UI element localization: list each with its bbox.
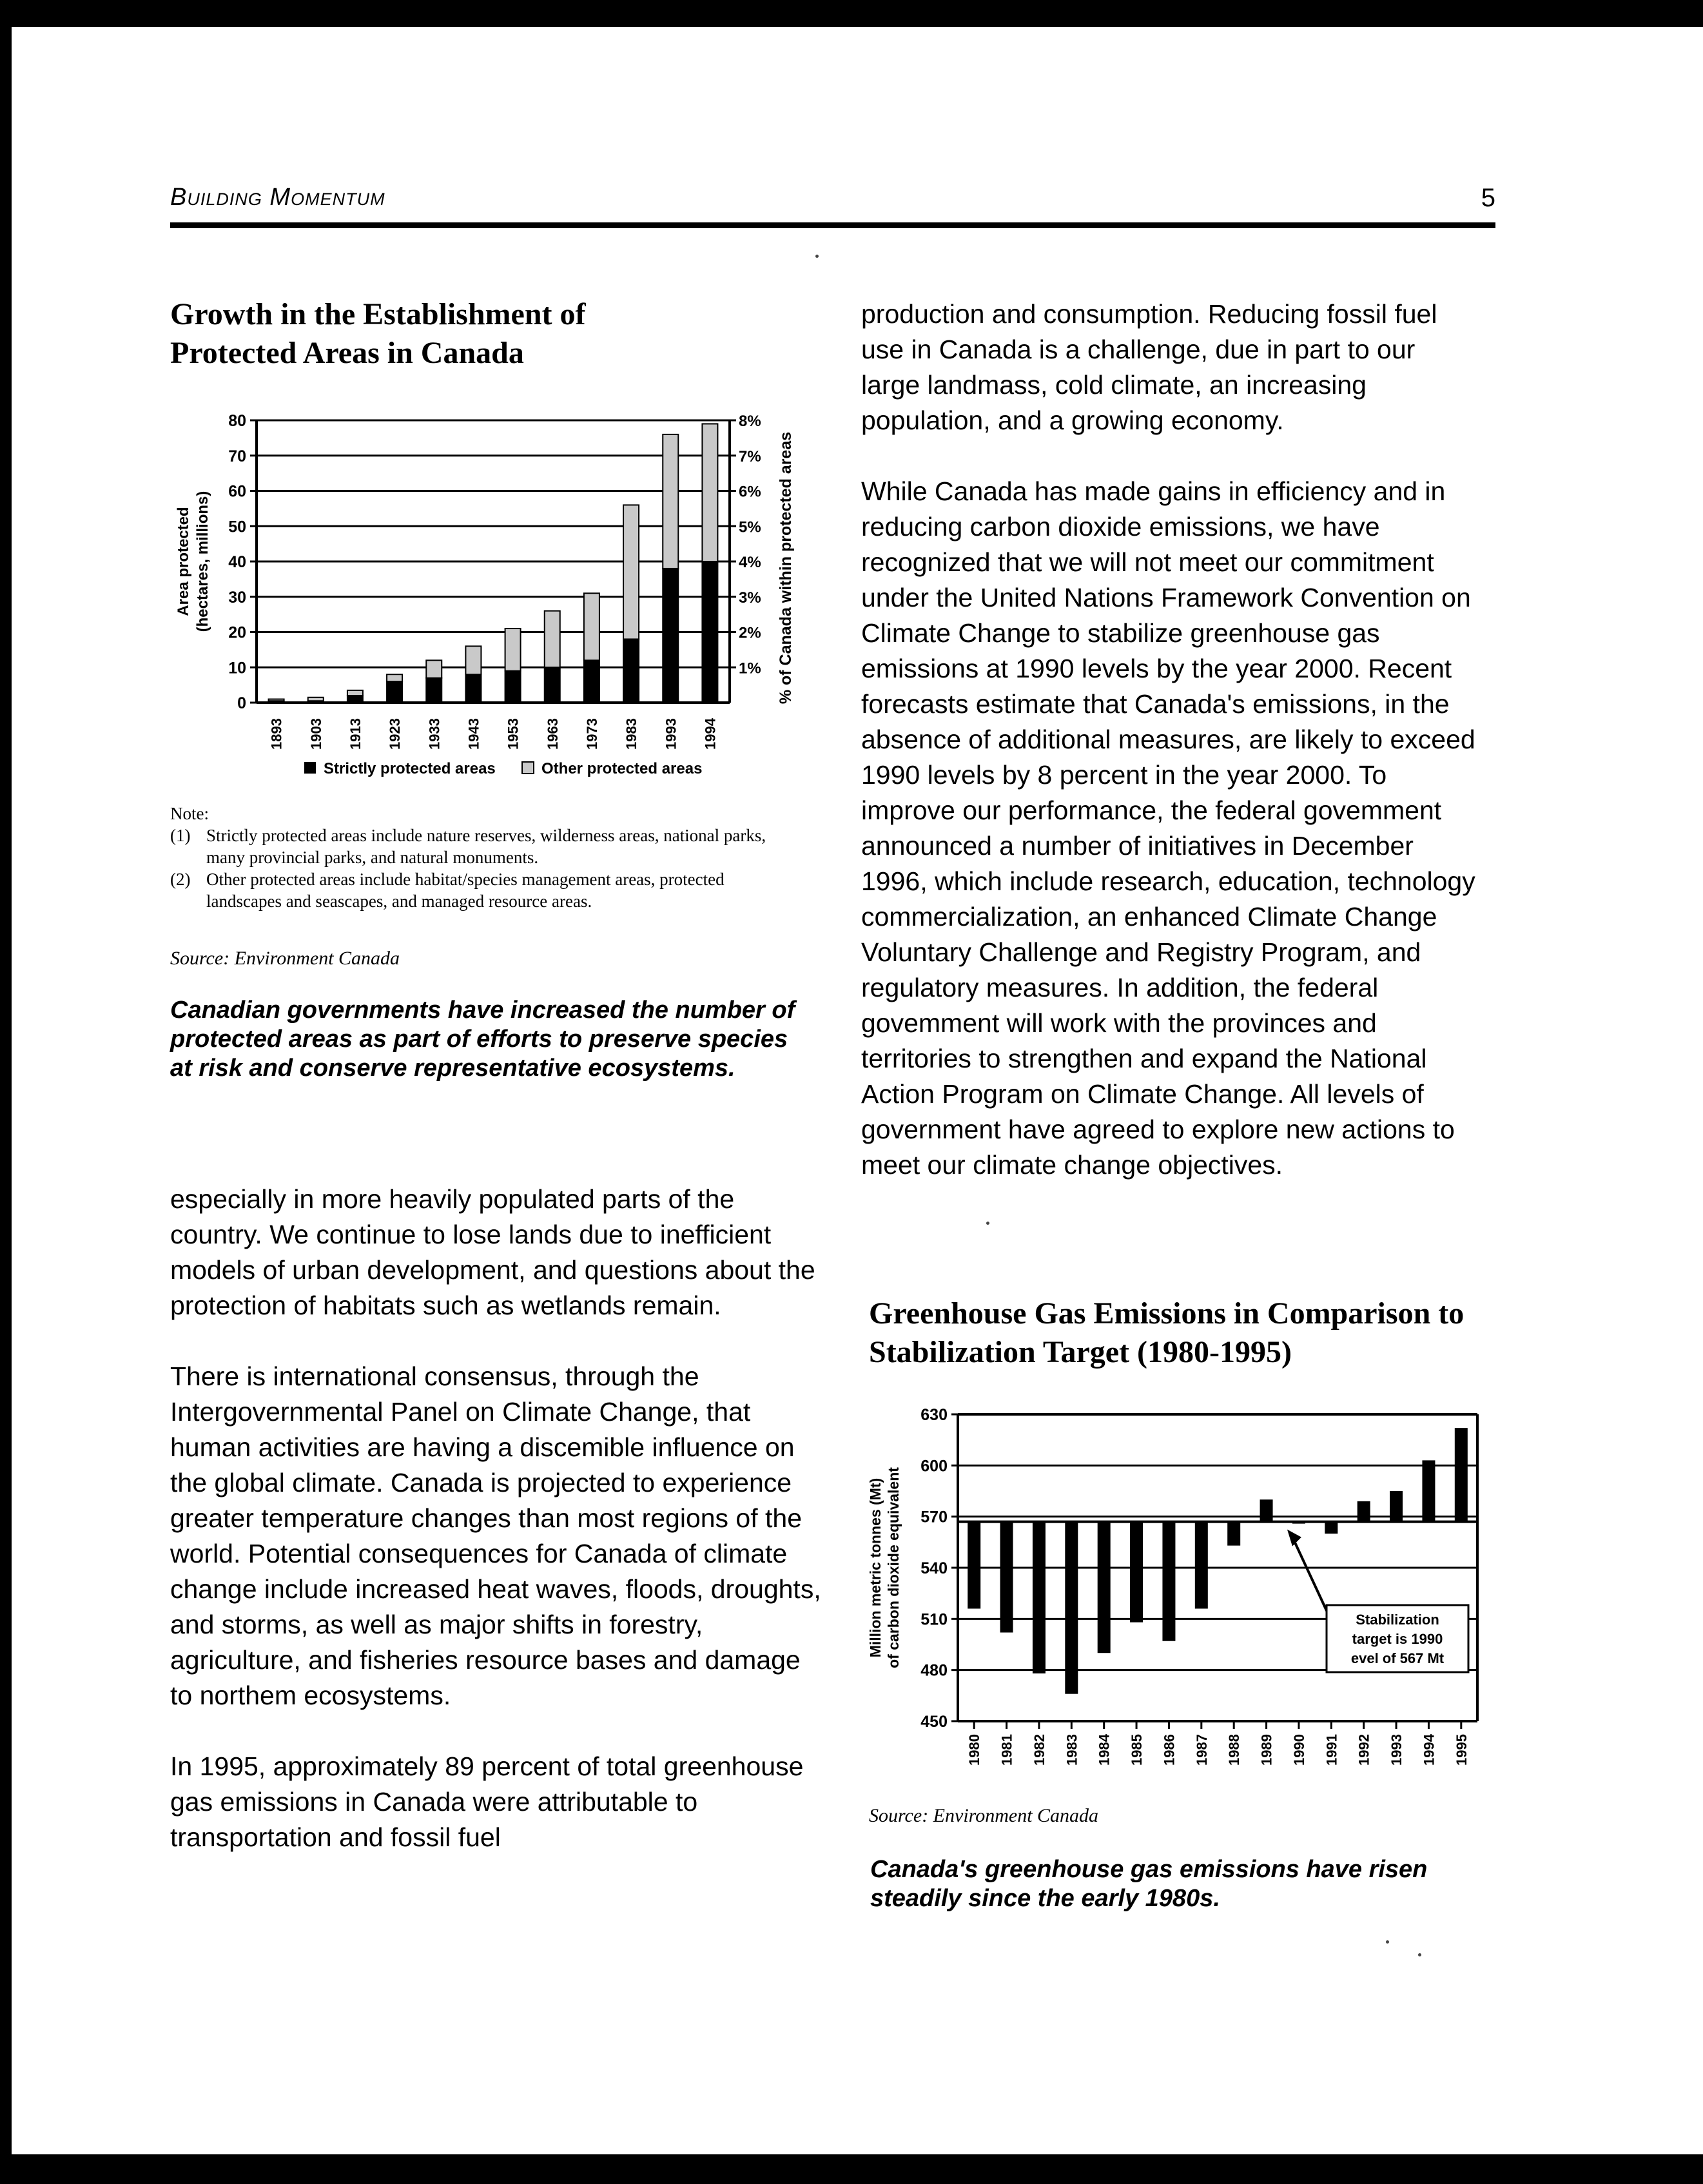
x-tick-label: 1993 (663, 718, 679, 750)
bar-strictly-protected (465, 674, 481, 703)
scan-border-left (0, 0, 12, 2184)
y-tick-label: 30 (228, 588, 246, 607)
emissions-bar (1227, 1522, 1240, 1546)
y-tick-label: 570 (920, 1508, 948, 1526)
x-tick-label: 1953 (505, 718, 521, 750)
x-tick-label: 1989 (1258, 1734, 1275, 1766)
annotation-text: target is 1990 (1352, 1631, 1443, 1647)
x-tick-label: 1933 (426, 718, 443, 750)
page-number: 5 (1481, 184, 1495, 212)
note-item (170, 868, 776, 912)
bar-other-protected (663, 434, 678, 569)
x-tick-label: 1995 (1453, 1734, 1470, 1766)
chart2-title: Greenhouse Gas Emissions in Comparison to Stabilization Target (1980-1995) (869, 1296, 1465, 1369)
chart1-source: Source: Environment Canada (170, 948, 400, 969)
emissions-bar (1260, 1499, 1273, 1521)
x-tick-label: 1994 (702, 718, 719, 750)
x-tick-label: 1983 (623, 718, 640, 750)
y-axis-title: Area protected (175, 507, 192, 616)
y-tick-label: 0 (237, 694, 246, 712)
annotation-text: evel of 567 Mt (1350, 1650, 1445, 1666)
y-tick-label: 10 (228, 659, 246, 678)
paragraph: especially in more heavily populated parts of the country. We continue to lose lands due to inefficient models of urban development, and questions about the protection of habitats such as wetlands remain. (170, 1184, 815, 1320)
x-tick-label: 1991 (1323, 1734, 1340, 1766)
x-tick-label: 1980 (966, 1734, 983, 1766)
ghg-emissions-chart (864, 1405, 1483, 1779)
y-tick-label: 540 (920, 1559, 948, 1577)
x-tick-label: 1994 (1421, 1734, 1437, 1766)
emissions-bar (968, 1522, 980, 1609)
x-tick-label: 1981 (998, 1734, 1015, 1766)
emissions-bar (1162, 1522, 1175, 1641)
legend-label: Other protected areas (541, 760, 703, 777)
y2-axis-title: % of Canada within protected areas (777, 431, 795, 705)
y-tick-label: 80 (228, 413, 246, 430)
note-item (170, 824, 776, 868)
y-tick-label: 50 (228, 518, 246, 536)
bar-other-protected (426, 660, 442, 678)
bar-strictly-protected (663, 569, 678, 703)
bar-other-protected (387, 674, 402, 681)
scan-speck (986, 1222, 989, 1225)
bar-strictly-protected (426, 678, 442, 703)
bar-strictly-protected (702, 561, 717, 703)
y2-tick-label: 3% (739, 589, 761, 607)
legend-label: Strictly protected areas (324, 760, 496, 777)
note-text: Strictly protected areas include nature reserves, wilderness areas, national parks, many provincial parks, and natural monuments. (206, 826, 766, 867)
x-tick-label: 1923 (387, 718, 404, 750)
emissions-bar (1195, 1522, 1208, 1609)
x-tick-label: 1984 (1096, 1734, 1113, 1766)
emissions-bar (1065, 1522, 1078, 1694)
x-tick-label: 1893 (268, 718, 285, 750)
y2-tick-label: 5% (739, 518, 761, 536)
y-tick-label: 480 (920, 1661, 948, 1680)
y-axis-title: Million metric tonnes (Mt) (867, 1477, 884, 1658)
y2-tick-label: 7% (739, 447, 761, 465)
x-tick-label: 1982 (1031, 1734, 1047, 1766)
bar-strictly-protected (545, 667, 560, 703)
x-tick-label: 1903 (307, 718, 324, 750)
x-tick-label: 1987 (1193, 1734, 1210, 1766)
annotation-text: Stabilization (1356, 1612, 1439, 1628)
note-text: Other protected areas include habitat/species management areas, protected landscapes and seascapes, and managed resource areas. (206, 870, 725, 911)
bar-strictly-protected (387, 681, 402, 703)
emissions-bar (1422, 1460, 1435, 1521)
x-tick-label: 1963 (544, 718, 561, 750)
bar-other-protected (505, 629, 521, 671)
y2-tick-label: 2% (739, 624, 761, 642)
scan-speck (1418, 1953, 1421, 1956)
bar-other-protected (545, 611, 560, 668)
x-tick-label: 1988 (1226, 1734, 1243, 1766)
x-tick-label: 1983 (1064, 1734, 1080, 1766)
bar-strictly-protected (505, 671, 521, 703)
bar-other-protected (623, 505, 639, 639)
running-header (170, 184, 1495, 216)
x-tick-label: 1913 (347, 718, 364, 750)
emissions-bar (1098, 1522, 1111, 1653)
chart1-title: Growth in the Establishment of Protected Areas in Canada (170, 297, 586, 370)
emissions-bar (1292, 1522, 1305, 1524)
y-tick-label: 60 (228, 482, 246, 501)
bar-strictly-protected (623, 639, 639, 703)
y-tick-label: 510 (920, 1610, 948, 1629)
paragraph: There is international consensus, through the Intergovernmental Panel on Climate Change, that human activities are having a discemible influence on the global climate. Canada is projected to experience greater temperature changes than most regions of the world. Potential consequences for Canada of climate change include increased heat waves, floods, droughts, and storms, as well as major shifts in forestry, agriculture, and fisheries resource bases and damage to northem ecosystems. (170, 1361, 821, 1710)
x-tick-label: 1993 (1388, 1734, 1405, 1766)
y-tick-label: 20 (228, 623, 246, 642)
chart1-caption: Canadian governments have increased the number of protected areas as part of efforts to preserve species at risk and conserve representative ecosystems. (170, 997, 795, 1082)
y-axis-subtitle: of carbon dioxide equivalent (885, 1467, 902, 1668)
bar-other-protected (347, 690, 363, 696)
running-header-title: Building Momentum (170, 184, 385, 211)
bar-strictly-protected (584, 660, 599, 703)
emissions-bar (1033, 1522, 1046, 1673)
y-tick-label: 600 (920, 1457, 948, 1476)
y-tick-label: 450 (920, 1713, 948, 1731)
x-tick-label: 1973 (583, 718, 600, 750)
scan-speck (1386, 1940, 1389, 1944)
bar-other-protected (465, 646, 481, 674)
bar-strictly-protected (347, 696, 363, 703)
scan-speck (815, 255, 819, 258)
y2-tick-label: 6% (739, 483, 761, 501)
y-tick-label: 630 (920, 1406, 948, 1424)
legend-swatch-strictly (304, 762, 316, 774)
y2-tick-label: 4% (739, 554, 761, 571)
emissions-bar (1130, 1522, 1143, 1623)
annotation-arrowhead (1287, 1530, 1301, 1546)
emissions-bar (1390, 1491, 1403, 1522)
legend-swatch-other (522, 762, 534, 774)
y2-tick-label: 8% (739, 413, 761, 430)
bar-other-protected (269, 699, 284, 701)
emissions-bar (1000, 1522, 1013, 1633)
x-tick-label: 1990 (1290, 1734, 1307, 1766)
protected-areas-chart (169, 413, 813, 786)
chart2-source: Source: Environment Canada (869, 1805, 1099, 1826)
header-rule (170, 222, 1495, 228)
bar-other-protected (702, 424, 717, 561)
x-tick-label: 1986 (1161, 1734, 1178, 1766)
y-tick-label: 70 (228, 447, 246, 465)
paragraph: production and consumption. Reducing fossil fuel use in Canada is a challenge, due in part to our large landmass, cold climate, an increasing population, and a growing economy. (861, 299, 1437, 435)
x-tick-label: 1943 (465, 718, 482, 750)
bar-other-protected (308, 697, 324, 701)
left-body-text (170, 1182, 821, 1855)
x-tick-label: 1985 (1129, 1734, 1145, 1766)
scan-border-top (0, 0, 1703, 27)
scan-border-bottom (0, 2154, 1703, 2184)
x-tick-label: 1992 (1356, 1734, 1372, 1766)
emissions-bar (1358, 1501, 1370, 1522)
note-number: (1) (170, 826, 191, 845)
y-tick-label: 40 (228, 553, 246, 571)
chart1-notes (170, 803, 776, 912)
emissions-bar (1325, 1522, 1338, 1534)
right-body-text (861, 297, 1480, 1183)
y2-tick-label: 1% (739, 659, 761, 678)
notes-label: Note: (170, 804, 209, 823)
emissions-bar (1455, 1428, 1468, 1521)
y-axis-subtitle: (hectares, millions) (194, 491, 211, 632)
note-number: (2) (170, 870, 191, 889)
paragraph: In 1995, approximately 89 percent of total greenhouse gas emissions in Canada were attributable to transportation and fossil fuel (170, 1751, 804, 1852)
chart2-caption: Canada's greenhouse gas emissions have risen steadily since the early 1980s. (870, 1856, 1428, 1912)
paragraph: While Canada has made gains in efficiency and in reducing carbon dioxide emissions, we have recognized that we will not meet our commitment under the United Nations Framework Convention on Climate Change to stabilize greenhouse gas emissions at 1990 levels by the year 2000. Recent forecasts estimate that Canada's emissions, in the absence of additional measures, are likely to exceed 1990 levels by 8 percent in the year 2000. To improve our performance, the federal govemment announced a number of initiatives in December 1996, which include research, education, technology commercialization, an enhanced Climate Change Voluntary Challenge and Registry Program, and regulatory measures. In addition, the federal govemment will work with the provinces and territories to strengthen and expand the National Action Program on Climate Change. All levels of government have agreed to explore new actions to meet our climate change objectives. (861, 476, 1475, 1180)
bar-other-protected (584, 593, 599, 660)
